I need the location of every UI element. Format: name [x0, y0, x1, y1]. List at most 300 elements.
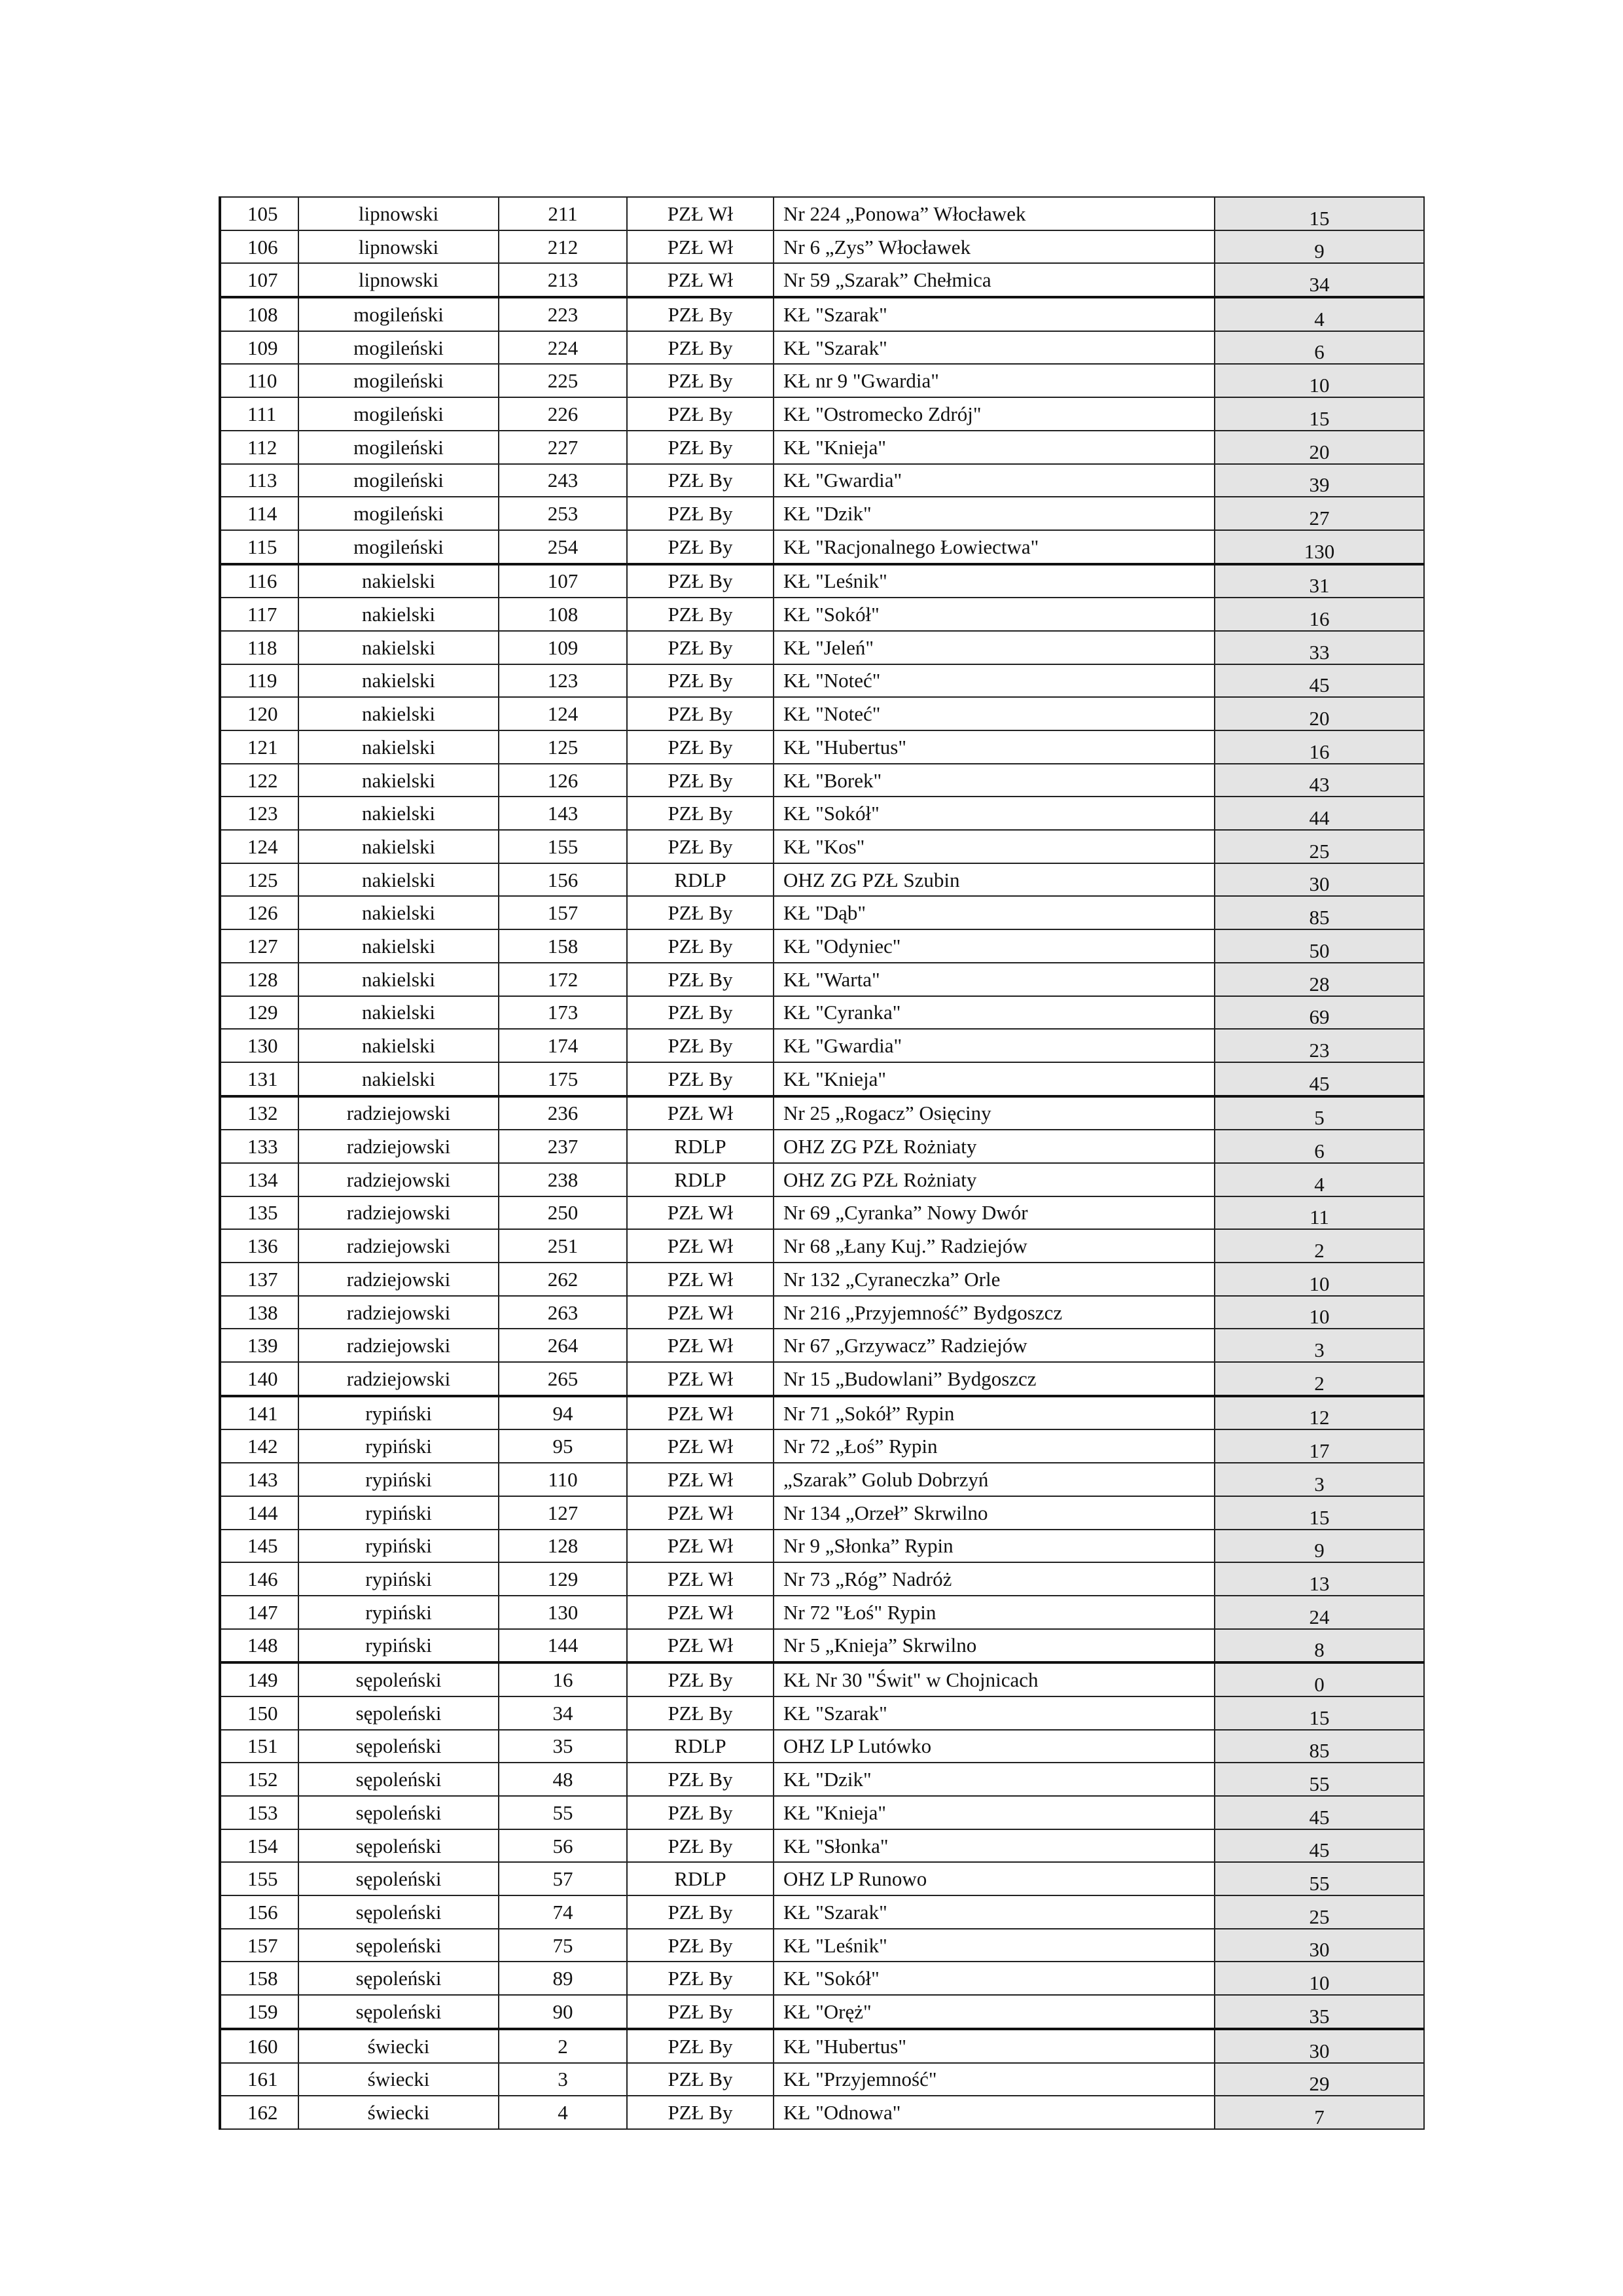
count-cell: 25 [1215, 1895, 1424, 1929]
district-number-cell: 128 [499, 1530, 627, 1563]
manager-cell: PZŁ Wł [627, 1562, 774, 1596]
manager-cell: PZŁ By [627, 431, 774, 464]
manager-cell: PZŁ Wł [627, 230, 774, 264]
manager-cell: PZŁ By [627, 896, 774, 929]
district-number-cell: 155 [499, 830, 627, 863]
manager-cell: PZŁ By [627, 2096, 774, 2129]
count-cell: 2 [1215, 1362, 1424, 1396]
district-number-cell: 243 [499, 464, 627, 497]
row-number-cell: 128 [220, 963, 298, 996]
count-cell: 15 [1215, 197, 1424, 230]
table-row [220, 1396, 1424, 1430]
tenant-cell: Nr 132 „Cyraneczka” Orle [774, 1263, 1215, 1296]
tenant-cell: KŁ Nr 30 "Świt" w Chojnicach [774, 1662, 1215, 1696]
district-number-cell: 3 [499, 2063, 627, 2096]
row-number-cell: 145 [220, 1530, 298, 1563]
table-row [220, 1429, 1424, 1463]
tenant-cell: KŁ "Noteć" [774, 697, 1215, 730]
count-cell: 16 [1215, 598, 1424, 631]
tenant-cell: KŁ "Leśnik" [774, 564, 1215, 598]
tenant-cell: KŁ "Szarak" [774, 1895, 1215, 1929]
county-cell: nakielski [298, 863, 499, 897]
row-number-cell: 133 [220, 1130, 298, 1163]
table-row [220, 1829, 1424, 1863]
tenant-cell: KŁ "Hubertus" [774, 2029, 1215, 2063]
district-number-cell: 212 [499, 230, 627, 264]
row-number-cell: 118 [220, 631, 298, 664]
count-cell: 69 [1215, 996, 1424, 1030]
tenant-cell: KŁ "Szarak" [774, 297, 1215, 331]
district-number-cell: 56 [499, 1829, 627, 1863]
county-cell: nakielski [298, 1062, 499, 1096]
row-number-cell: 140 [220, 1362, 298, 1396]
count-cell: 30 [1215, 1929, 1424, 1962]
manager-cell: PZŁ By [627, 1029, 774, 1062]
table-row [220, 1163, 1424, 1196]
manager-cell: PZŁ Wł [627, 1329, 774, 1362]
table-row [220, 1029, 1424, 1062]
tenant-cell: KŁ "Noteć" [774, 664, 1215, 698]
tenant-cell: Nr 6 „Zys” Włocławek [774, 230, 1215, 264]
district-number-cell: 110 [499, 1463, 627, 1496]
count-cell: 2 [1215, 1229, 1424, 1263]
county-cell: nakielski [298, 830, 499, 863]
county-cell: lipnowski [298, 263, 499, 297]
count-cell: 11 [1215, 1196, 1424, 1230]
manager-cell: PZŁ By [627, 764, 774, 797]
district-number-cell: 223 [499, 297, 627, 331]
table-row [220, 1229, 1424, 1263]
manager-cell: PZŁ By [627, 2029, 774, 2063]
count-cell: 0 [1215, 1662, 1424, 1696]
county-cell: mogileński [298, 364, 499, 397]
county-cell: rypiński [298, 1429, 499, 1463]
manager-cell: PZŁ By [627, 664, 774, 698]
tenant-cell: „Szarak” Golub Dobrzyń [774, 1463, 1215, 1496]
count-cell: 55 [1215, 1763, 1424, 1796]
table-row [220, 1496, 1424, 1530]
tenant-cell: KŁ "Racjonalnego Łowiectwa" [774, 530, 1215, 564]
manager-cell: PZŁ By [627, 1929, 774, 1962]
manager-cell: PZŁ Wł [627, 1263, 774, 1296]
row-number-cell: 106 [220, 230, 298, 264]
district-number-cell: 175 [499, 1062, 627, 1096]
row-number-cell: 109 [220, 331, 298, 365]
manager-cell: PZŁ By [627, 963, 774, 996]
table-row [220, 1696, 1424, 1730]
tenant-cell: Nr 68 „Łany Kuj.” Radziejów [774, 1229, 1215, 1263]
county-cell: radziejowski [298, 1329, 499, 1362]
table-row [220, 1096, 1424, 1130]
manager-cell: PZŁ By [627, 929, 774, 963]
county-cell: sępoleński [298, 1796, 499, 1829]
manager-cell: PZŁ By [627, 1696, 774, 1730]
county-cell: sępoleński [298, 1862, 499, 1895]
tenant-cell: Nr 72 „Łoś” Rypin [774, 1429, 1215, 1463]
row-number-cell: 157 [220, 1929, 298, 1962]
manager-cell: PZŁ By [627, 464, 774, 497]
manager-cell: PZŁ By [627, 497, 774, 530]
district-number-cell: 74 [499, 1895, 627, 1929]
count-cell: 130 [1215, 530, 1424, 564]
district-number-cell: 75 [499, 1929, 627, 1962]
tenant-cell: OHZ LP Lutówko [774, 1730, 1215, 1763]
tenant-cell: Nr 216 „Przyjemność” Bydgoszcz [774, 1296, 1215, 1329]
count-cell: 23 [1215, 1029, 1424, 1062]
table-row [220, 1562, 1424, 1596]
manager-cell: PZŁ By [627, 1662, 774, 1696]
table-row [220, 1629, 1424, 1663]
row-number-cell: 147 [220, 1596, 298, 1629]
county-cell: świecki [298, 2096, 499, 2129]
table-row [220, 1463, 1424, 1496]
manager-cell: PZŁ Wł [627, 1229, 774, 1263]
county-cell: lipnowski [298, 230, 499, 264]
table-row [220, 1962, 1424, 1995]
row-number-cell: 127 [220, 929, 298, 963]
county-cell: nakielski [298, 730, 499, 764]
table-row [220, 230, 1424, 264]
district-number-cell: 211 [499, 197, 627, 230]
manager-cell: PZŁ By [627, 530, 774, 564]
count-cell: 9 [1215, 230, 1424, 264]
count-cell: 4 [1215, 1163, 1424, 1196]
table-row [220, 1730, 1424, 1763]
tenant-cell: KŁ "Szarak" [774, 1696, 1215, 1730]
count-cell: 28 [1215, 963, 1424, 996]
county-cell: radziejowski [298, 1362, 499, 1396]
count-cell: 35 [1215, 1995, 1424, 2029]
manager-cell: PZŁ By [627, 2063, 774, 2096]
table-row [220, 797, 1424, 830]
tenant-cell: KŁ "Słonka" [774, 1829, 1215, 1863]
row-number-cell: 135 [220, 1196, 298, 1230]
row-number-cell: 136 [220, 1229, 298, 1263]
table-row [220, 497, 1424, 530]
count-cell: 31 [1215, 564, 1424, 598]
row-number-cell: 160 [220, 2029, 298, 2063]
district-number-cell: 156 [499, 863, 627, 897]
count-cell: 6 [1215, 331, 1424, 365]
tenant-cell: KŁ "Knieja" [774, 1062, 1215, 1096]
table-row [220, 397, 1424, 431]
manager-cell: PZŁ By [627, 697, 774, 730]
county-cell: mogileński [298, 397, 499, 431]
manager-cell: PZŁ By [627, 1895, 774, 1929]
county-cell: rypiński [298, 1463, 499, 1496]
manager-cell: PZŁ Wł [627, 1196, 774, 1230]
manager-cell: PZŁ Wł [627, 1596, 774, 1629]
table-row [220, 1329, 1424, 1362]
county-cell: rypiński [298, 1496, 499, 1530]
district-number-cell: 250 [499, 1196, 627, 1230]
district-number-cell: 254 [499, 530, 627, 564]
table-row [220, 963, 1424, 996]
district-number-cell: 172 [499, 963, 627, 996]
count-cell: 20 [1215, 431, 1424, 464]
tenant-cell: Nr 5 „Knieja” Skrwilno [774, 1629, 1215, 1663]
table-row [220, 1662, 1424, 1696]
county-cell: nakielski [298, 1029, 499, 1062]
manager-cell: RDLP [627, 1730, 774, 1763]
district-number-cell: 143 [499, 797, 627, 830]
table-row [220, 764, 1424, 797]
tenant-cell: KŁ "Dzik" [774, 1763, 1215, 1796]
county-cell: sępoleński [298, 1995, 499, 2029]
row-number-cell: 161 [220, 2063, 298, 2096]
district-number-cell: 35 [499, 1730, 627, 1763]
count-cell: 13 [1215, 1562, 1424, 1596]
count-cell: 4 [1215, 297, 1424, 331]
district-number-cell: 90 [499, 1995, 627, 2029]
county-cell: sępoleński [298, 1696, 499, 1730]
row-number-cell: 134 [220, 1163, 298, 1196]
row-number-cell: 124 [220, 830, 298, 863]
table-row [220, 730, 1424, 764]
count-cell: 3 [1215, 1463, 1424, 1496]
count-cell: 45 [1215, 1062, 1424, 1096]
county-cell: sępoleński [298, 1662, 499, 1696]
table-row [220, 1062, 1424, 1096]
row-number-cell: 154 [220, 1829, 298, 1863]
manager-cell: PZŁ Wł [627, 197, 774, 230]
manager-cell: PZŁ Wł [627, 1296, 774, 1329]
row-number-cell: 125 [220, 863, 298, 897]
table-row [220, 830, 1424, 863]
tenant-cell: OHZ ZG PZŁ Szubin [774, 863, 1215, 897]
county-cell: lipnowski [298, 197, 499, 230]
table-row [220, 1362, 1424, 1396]
table-row [220, 1530, 1424, 1563]
tenant-cell: KŁ "Szarak" [774, 331, 1215, 365]
row-number-cell: 159 [220, 1995, 298, 2029]
count-cell: 27 [1215, 497, 1424, 530]
count-cell: 25 [1215, 830, 1424, 863]
tenant-cell: KŁ "Sokół" [774, 797, 1215, 830]
count-cell: 50 [1215, 929, 1424, 963]
manager-cell: PZŁ By [627, 1763, 774, 1796]
row-number-cell: 162 [220, 2096, 298, 2129]
row-number-cell: 152 [220, 1763, 298, 1796]
county-cell: sępoleński [298, 1895, 499, 1929]
district-number-cell: 107 [499, 564, 627, 598]
count-cell: 6 [1215, 1130, 1424, 1163]
tenant-cell: Nr 25 „Rogacz” Osięciny [774, 1096, 1215, 1130]
district-number-cell: 57 [499, 1862, 627, 1895]
district-number-cell: 16 [499, 1662, 627, 1696]
row-number-cell: 142 [220, 1429, 298, 1463]
table-row [220, 1862, 1424, 1895]
district-number-cell: 213 [499, 263, 627, 297]
county-cell: nakielski [298, 697, 499, 730]
manager-cell: PZŁ By [627, 1962, 774, 1995]
row-number-cell: 149 [220, 1662, 298, 1696]
county-cell: mogileński [298, 297, 499, 331]
count-cell: 29 [1215, 2063, 1424, 2096]
county-cell: nakielski [298, 664, 499, 698]
row-number-cell: 105 [220, 197, 298, 230]
district-number-cell: 34 [499, 1696, 627, 1730]
count-cell: 34 [1215, 263, 1424, 297]
manager-cell: PZŁ By [627, 1829, 774, 1863]
manager-cell: PZŁ By [627, 364, 774, 397]
manager-cell: RDLP [627, 1163, 774, 1196]
county-cell: rypiński [298, 1596, 499, 1629]
manager-cell: PZŁ By [627, 631, 774, 664]
tenant-cell: Nr 59 „Szarak” Chełmica [774, 263, 1215, 297]
table-row [220, 2063, 1424, 2096]
tenant-cell: KŁ nr 9 "Gwardia" [774, 364, 1215, 397]
table-row [220, 631, 1424, 664]
county-cell: sępoleński [298, 1829, 499, 1863]
county-cell: nakielski [298, 631, 499, 664]
count-cell: 55 [1215, 1862, 1424, 1895]
county-cell: sępoleński [298, 1763, 499, 1796]
district-number-cell: 108 [499, 598, 627, 631]
count-cell: 10 [1215, 1296, 1424, 1329]
county-cell: mogileński [298, 530, 499, 564]
county-cell: radziejowski [298, 1130, 499, 1163]
tenant-cell: Nr 72 "Łoś" Rypin [774, 1596, 1215, 1629]
table-row [220, 431, 1424, 464]
district-number-cell: 127 [499, 1496, 627, 1530]
row-number-cell: 121 [220, 730, 298, 764]
count-cell: 45 [1215, 1796, 1424, 1829]
row-number-cell: 113 [220, 464, 298, 497]
row-number-cell: 111 [220, 397, 298, 431]
district-number-cell: 227 [499, 431, 627, 464]
manager-cell: PZŁ By [627, 730, 774, 764]
county-cell: rypiński [298, 1562, 499, 1596]
table-row [220, 263, 1424, 297]
table-row [220, 464, 1424, 497]
district-number-cell: 253 [499, 497, 627, 530]
tenant-cell: KŁ "Przyjemność" [774, 2063, 1215, 2096]
row-number-cell: 138 [220, 1296, 298, 1329]
count-cell: 39 [1215, 464, 1424, 497]
tenant-cell: KŁ "Oręż" [774, 1995, 1215, 2029]
district-number-cell: 224 [499, 331, 627, 365]
tenant-cell: KŁ "Knieja" [774, 431, 1215, 464]
count-cell: 7 [1215, 2096, 1424, 2129]
row-number-cell: 158 [220, 1962, 298, 1995]
tenant-cell: KŁ "Dzik" [774, 497, 1215, 530]
tenant-cell: KŁ "Jeleń" [774, 631, 1215, 664]
count-cell: 16 [1215, 730, 1424, 764]
district-number-cell: 129 [499, 1562, 627, 1596]
county-cell: mogileński [298, 431, 499, 464]
table-row [220, 297, 1424, 331]
row-number-cell: 110 [220, 364, 298, 397]
manager-cell: PZŁ By [627, 564, 774, 598]
row-number-cell: 120 [220, 697, 298, 730]
tenant-cell: KŁ "Sokół" [774, 1962, 1215, 1995]
manager-cell: PZŁ Wł [627, 263, 774, 297]
county-cell: sępoleński [298, 1929, 499, 1962]
district-number-cell: 225 [499, 364, 627, 397]
table-row [220, 564, 1424, 598]
table-row [220, 863, 1424, 897]
table-row [220, 197, 1424, 230]
count-cell: 33 [1215, 631, 1424, 664]
county-cell: mogileński [298, 331, 499, 365]
row-number-cell: 153 [220, 1796, 298, 1829]
district-number-cell: 130 [499, 1596, 627, 1629]
manager-cell: PZŁ Wł [627, 1362, 774, 1396]
count-cell: 30 [1215, 863, 1424, 897]
district-number-cell: 265 [499, 1362, 627, 1396]
district-number-cell: 262 [499, 1263, 627, 1296]
row-number-cell: 108 [220, 297, 298, 331]
tenant-cell: KŁ "Sokół" [774, 598, 1215, 631]
table-row [220, 1763, 1424, 1796]
table-row [220, 1929, 1424, 1962]
district-number-cell: 157 [499, 896, 627, 929]
manager-cell: PZŁ By [627, 397, 774, 431]
tenant-cell: KŁ "Gwardia" [774, 1029, 1215, 1062]
county-cell: radziejowski [298, 1263, 499, 1296]
row-number-cell: 151 [220, 1730, 298, 1763]
row-number-cell: 155 [220, 1862, 298, 1895]
district-number-cell: 144 [499, 1629, 627, 1663]
count-cell: 43 [1215, 764, 1424, 797]
tenant-cell: KŁ "Ostromecko Zdrój" [774, 397, 1215, 431]
count-cell: 10 [1215, 1962, 1424, 1995]
tenant-cell: OHZ LP Runowo [774, 1862, 1215, 1895]
table-row [220, 598, 1424, 631]
county-cell: nakielski [298, 929, 499, 963]
count-cell: 45 [1215, 1829, 1424, 1863]
county-cell: nakielski [298, 996, 499, 1030]
tenant-cell: KŁ "Odyniec" [774, 929, 1215, 963]
count-cell: 15 [1215, 397, 1424, 431]
tenant-cell: Nr 67 „Grzywacz” Radziejów [774, 1329, 1215, 1362]
manager-cell: PZŁ By [627, 1062, 774, 1096]
county-cell: nakielski [298, 797, 499, 830]
row-number-cell: 150 [220, 1696, 298, 1730]
district-number-cell: 238 [499, 1163, 627, 1196]
county-cell: sępoleński [298, 1730, 499, 1763]
row-number-cell: 156 [220, 1895, 298, 1929]
district-number-cell: 94 [499, 1396, 627, 1430]
table-row [220, 1895, 1424, 1929]
table-row [220, 1263, 1424, 1296]
count-cell: 24 [1215, 1596, 1424, 1629]
manager-cell: PZŁ Wł [627, 1629, 774, 1663]
tenant-cell: Nr 15 „Budowlani” Bydgoszcz [774, 1362, 1215, 1396]
table-row [220, 2029, 1424, 2063]
row-number-cell: 129 [220, 996, 298, 1030]
district-number-cell: 125 [499, 730, 627, 764]
manager-cell: PZŁ By [627, 331, 774, 365]
district-number-cell: 126 [499, 764, 627, 797]
district-number-cell: 4 [499, 2096, 627, 2129]
count-cell: 30 [1215, 2029, 1424, 2063]
tenant-cell: KŁ "Leśnik" [774, 1929, 1215, 1962]
county-cell: rypiński [298, 1530, 499, 1563]
count-cell: 3 [1215, 1329, 1424, 1362]
table-row [220, 1596, 1424, 1629]
count-cell: 9 [1215, 1530, 1424, 1563]
manager-cell: PZŁ Wł [627, 1096, 774, 1130]
tenant-cell: KŁ "Odnowa" [774, 2096, 1215, 2129]
count-cell: 17 [1215, 1429, 1424, 1463]
manager-cell: PZŁ By [627, 1796, 774, 1829]
district-number-cell: 2 [499, 2029, 627, 2063]
row-number-cell: 119 [220, 664, 298, 698]
table-row [220, 664, 1424, 698]
table-row [220, 1196, 1424, 1230]
